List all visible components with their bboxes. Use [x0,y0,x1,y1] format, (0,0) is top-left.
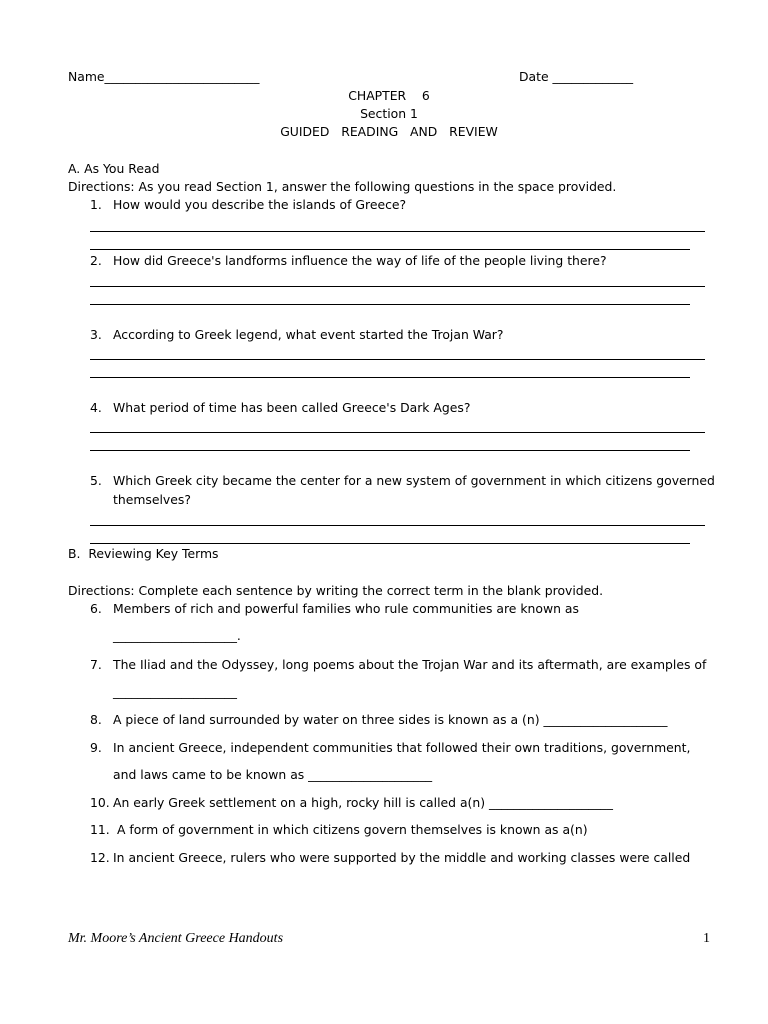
answer-line [90,304,690,305]
item-number: 7. [90,657,102,672]
page-number: 1 [703,931,710,946]
item-text: A form of government in which citizens govern themselves is known as a(n) [113,822,588,837]
item-number: 8. [90,712,102,727]
question-text: How would you describe the islands of Greece? [113,197,407,212]
worksheet-subtitle: GUIDED READING AND REVIEW [280,124,498,139]
answer-line [90,525,705,526]
answer-line [90,450,690,451]
question-number: 5. [90,473,102,488]
question-text: According to Greek legend, what event started the Trojan War? [113,327,504,342]
question-text: Which Greek city became the center for a new system of government in which citizens governed [113,473,715,488]
item-blank: ____________________. [113,628,241,643]
name-field-label: Name_________________________ [68,69,260,84]
question-number: 4. [90,400,102,415]
item-text: The Iliad and the Odyssey, long poems about the Trojan War and its aftermath, are examples of [113,657,707,672]
answer-line [90,377,690,378]
part-b-heading: B. Reviewing Key Terms [68,546,219,561]
question-text: What period of time has been called Greece's Dark Ages? [113,400,471,415]
answer-line [90,231,705,232]
answer-line [90,543,690,544]
item-text: In ancient Greece, rulers who were supported by the middle and working classes were called [113,850,691,865]
item-text: A piece of land surrounded by water on three sides is known as a (n) ____________________ [113,712,668,727]
item-number: 6. [90,601,102,616]
item-blank: ____________________ [113,684,237,699]
answer-line [90,359,705,360]
part-a-heading: A. As You Read [68,161,160,176]
item-text: In ancient Greece, independent communities that followed their own traditions, government, [113,740,691,755]
item-number: 11. [90,822,110,837]
section-title: Section 1 [360,106,418,121]
answer-line [90,432,705,433]
question-number: 3. [90,327,102,342]
question-text-continued: themselves? [113,492,191,507]
item-number: 9. [90,740,102,755]
answer-line [90,249,690,250]
item-number: 10. [90,795,110,810]
answer-line [90,286,705,287]
item-number: 12. [90,850,110,865]
date-field-label: Date _____________ [519,69,634,84]
question-number: 2. [90,253,102,268]
part-a-directions: Directions: As you read Section 1, answer the following questions in the space provided. [68,179,617,194]
footer-text: Mr. Moore’s Ancient Greece Handouts [68,931,284,946]
part-b-directions: Directions: Complete each sentence by writing the correct term in the blank provided. [68,583,604,598]
question-number: 1. [90,197,102,212]
chapter-title: CHAPTER 6 [348,88,430,103]
question-text: How did Greece's landforms influence the way of life of the people living there? [113,253,607,268]
item-text-continued: and laws came to be known as ____________________ [113,767,433,782]
item-text: Members of rich and powerful families who rule communities are known as [113,601,579,616]
item-text: An early Greek settlement on a high, rocky hill is called a(n) ____________________ [113,795,613,810]
